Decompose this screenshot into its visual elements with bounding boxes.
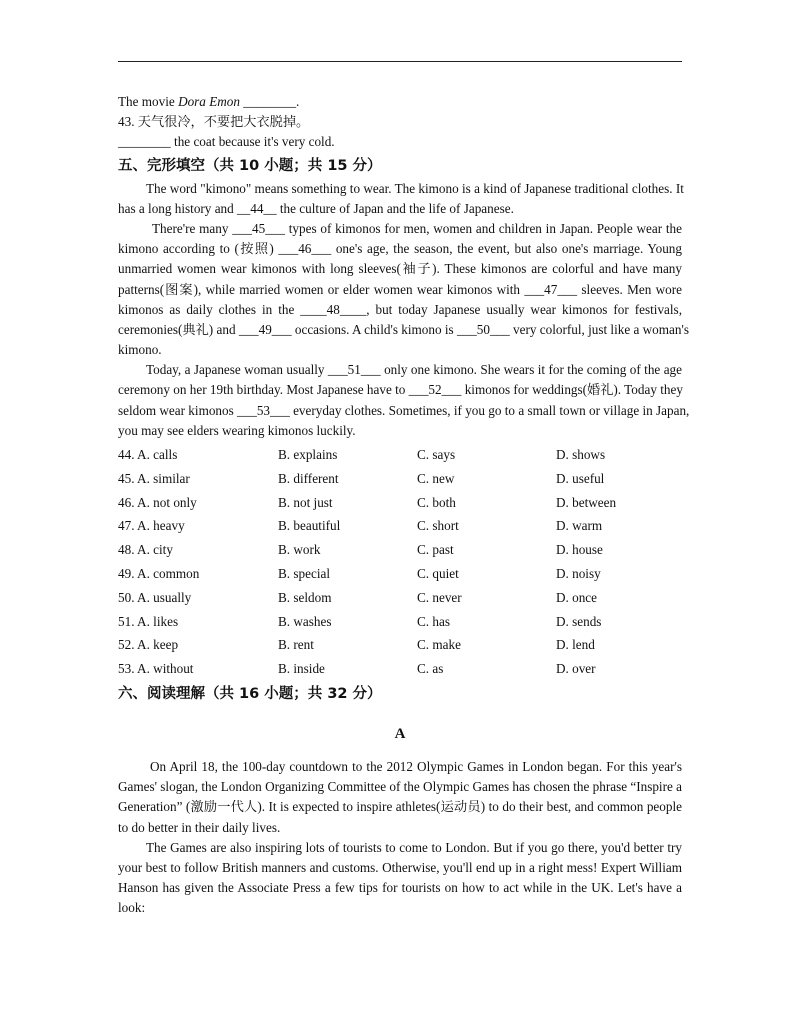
passage-title: A — [394, 725, 406, 742]
reading-line: look: — [118, 900, 146, 916]
intro-line-1: The movie Dora Emon ________. — [118, 94, 300, 109]
option-c: C. as — [417, 661, 444, 677]
option-d: D. sends — [556, 613, 602, 629]
option-b: B. special — [278, 565, 331, 581]
option-b: B. rent — [278, 637, 314, 653]
cloze-line: you may see elders wearing kimonos luckily. — [118, 422, 356, 438]
option-d: D. lend — [556, 637, 595, 653]
option-a: 47. A. heavy — [118, 518, 185, 534]
option-d: D. house — [556, 542, 603, 558]
cloze-line: kimono. — [118, 342, 162, 358]
cloze-options — [118, 443, 682, 681]
option-c: C. says — [417, 447, 456, 462]
option-c: C. never — [417, 589, 462, 605]
movie-title: Dora Emon — [178, 94, 240, 109]
reading-line: to do better in their daily lives. — [118, 819, 281, 835]
option-b: B. beautiful — [278, 518, 341, 534]
option-c: C. quiet — [417, 565, 459, 581]
option-c: C. make — [417, 637, 461, 653]
cloze-passage — [118, 179, 690, 441]
cloze-line: has a long history and __44__ the culture of Japan and the life of Japanese. — [118, 200, 514, 216]
option-b: B. not just — [278, 494, 333, 510]
option-row-51 — [118, 610, 682, 634]
option-row-47 — [118, 514, 682, 538]
section6-heading: 六、阅读理解（共 16 小题；共 32 分） — [118, 685, 382, 702]
reading-line: Hanson has given the Associate Press a few tips for tourists on how to act while in the UK. Let's have a — [118, 880, 682, 896]
option-b: B. explains — [278, 447, 338, 462]
cloze-line: kimono according to (按照) ___46___ one's age, the season, the event, but also one's marriage. Young — [118, 241, 682, 257]
option-d: D. useful — [556, 470, 605, 486]
cloze-line: seldom wear kimonos ___53___ everyday clothes. Sometimes, if you go to a small town or village in Japan, — [118, 402, 690, 418]
option-row-50 — [118, 586, 682, 610]
reading-line: your best to follow British manners and customs. Otherwise, you'll end up in a right mess! Expert William — [118, 859, 682, 875]
option-b: B. seldom — [278, 589, 332, 605]
page-content — [118, 92, 690, 918]
option-d: D. over — [556, 661, 596, 677]
option-a: 48. A. city — [118, 542, 173, 558]
reading-line: Games' slogan, the London Organizing Committee of the Olympic Games has chosen the phrase “Inspire a — [118, 779, 682, 795]
header-rule — [118, 61, 682, 62]
option-b: B. different — [278, 470, 339, 486]
option-c: C. new — [417, 470, 455, 486]
option-b: B. inside — [278, 661, 325, 677]
option-a: 50. A. usually — [118, 589, 192, 605]
option-row-48 — [118, 538, 682, 562]
cloze-line: ceremony on her 19th birthday. Most Japanese have to ___52___ kimonos for weddings(婚礼). Today they — [118, 382, 683, 398]
cloze-line: kimonos as daily clothes in the ____48____, but today Japanese usually wear kimonos for festivals, — [118, 301, 682, 317]
option-row-52 — [118, 633, 682, 657]
option-d: D. shows — [556, 447, 606, 462]
option-d: D. warm — [556, 518, 603, 534]
option-row-49 — [118, 562, 682, 586]
option-a: 46. A. not only — [118, 494, 197, 510]
option-b: B. washes — [278, 613, 332, 629]
option-row-45 — [118, 467, 682, 491]
reading-line: Generation” (激励一代人). It is expected to inspire athletes(运动员) to do their best, and common people — [118, 799, 682, 815]
cloze-line: The word "kimono" means something to wear. The kimono is a kind of Japanese traditional clothes. It — [146, 180, 684, 196]
reading-line: The Games are also inspiring lots of tourists to come to London. But if you go there, you'd better try — [146, 839, 682, 855]
cloze-line: patterns(图案), while married women or elder women wear kimonos with ___47___ sleeves. Men wore — [118, 281, 682, 297]
option-a: 44. A. calls — [118, 447, 178, 462]
option-c: C. short — [417, 518, 459, 534]
option-c: C. both — [417, 494, 456, 510]
option-row-46 — [118, 491, 682, 515]
option-d: D. once — [556, 589, 598, 605]
option-a: 45. A. similar — [118, 470, 190, 486]
option-b: B. work — [278, 542, 321, 558]
option-a: 52. A. keep — [118, 637, 179, 653]
cloze-line: Today, a Japanese woman usually ___51___ only one kimono. She wears it for the coming of the age — [146, 362, 682, 378]
reading-passage — [118, 757, 682, 919]
section5-heading: 五、完形填空（共 10 小题；共 15 分） — [118, 157, 382, 174]
option-row-44 — [118, 443, 682, 467]
option-a: 49. A. common — [118, 565, 200, 581]
intro-line-3: ________ the coat because it's very cold. — [118, 134, 335, 150]
option-row-53 — [118, 657, 682, 681]
cloze-line: There're many ___45___ types of kimonos for men, women and children in Japan. People wear the — [152, 220, 682, 236]
cloze-line: ceremonies(典礼) and ___49___ occasions. A child's kimono is ___50___ very colorful, just like a woman's — [118, 321, 689, 337]
reading-line: On April 18, the 100-day countdown to the 2012 Olympic Games in London began. For this year's — [150, 758, 682, 774]
option-a: 53. A. without — [118, 661, 194, 677]
option-a: 51. A. likes — [118, 613, 179, 629]
option-c: C. past — [417, 542, 454, 558]
option-d: D. noisy — [556, 565, 601, 581]
option-c: C. has — [417, 613, 450, 629]
cloze-line: unmarried women wear kimonos with long sleeves(袖子). These kimonos are colorful and have many — [118, 261, 682, 277]
intro-line-2: 43. 天气很冷，不要把大衣脱掉。 — [118, 114, 310, 130]
option-d: D. between — [556, 494, 617, 510]
